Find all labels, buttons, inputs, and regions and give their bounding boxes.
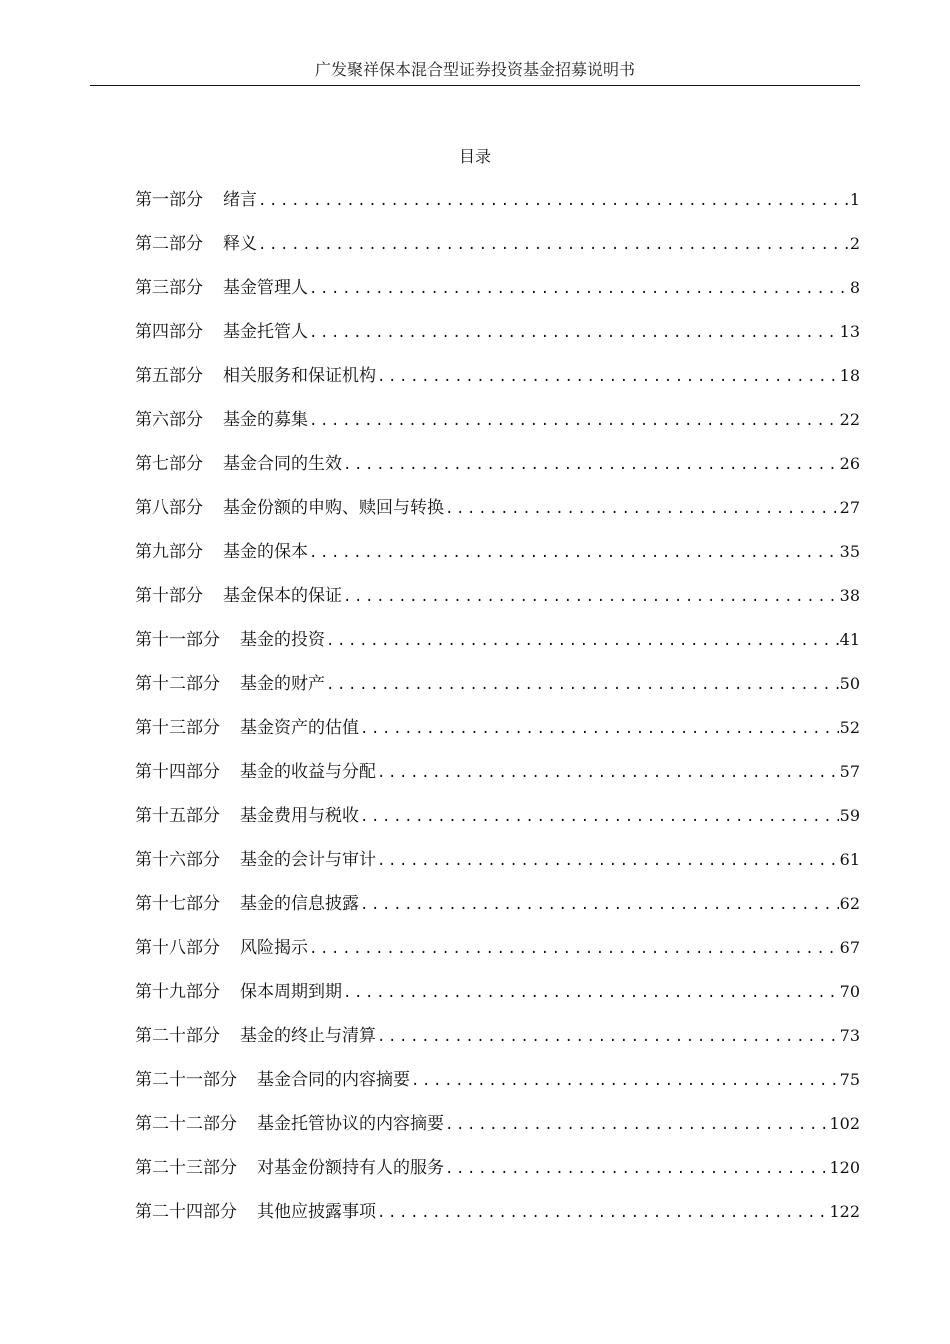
toc-entry[interactable] [135, 188, 860, 232]
toc-entry-name: 对基金份额持有人的服务 [257, 1158, 444, 1178]
toc-entry-page: 50 [839, 674, 860, 693]
toc-entry-part: 第十一部分 [135, 630, 220, 650]
dot-leader [343, 981, 839, 1005]
toc-entry-page: 52 [839, 718, 860, 737]
toc-entry-part: 第十五部分 [135, 806, 220, 826]
dot-leader [411, 1069, 839, 1093]
toc-entry-name: 基金保本的保证 [223, 586, 342, 606]
toc-entry[interactable] [135, 1068, 860, 1112]
toc-entry-page: 27 [839, 498, 860, 517]
toc-entry-part: 第九部分 [135, 542, 203, 562]
dot-leader [309, 277, 849, 301]
toc-entry-part: 第十四部分 [135, 762, 220, 782]
toc-entry-name: 基金的募集 [223, 410, 308, 430]
toc-entry-part: 第四部分 [135, 322, 203, 342]
toc-entry[interactable] [135, 364, 860, 408]
toc-entry-part: 第二十三部分 [135, 1158, 237, 1178]
toc-entry-part: 第二部分 [135, 234, 203, 254]
toc-entry-part: 第七部分 [135, 454, 203, 474]
toc-entry-page: 122 [829, 1202, 860, 1221]
toc-entry-part: 第十六部分 [135, 850, 220, 870]
toc-entry-name: 基金托管人 [223, 322, 308, 342]
toc-entry-page: 1 [849, 190, 860, 209]
toc-entry-name: 基金管理人 [223, 278, 308, 298]
toc-entry-page: 2 [849, 234, 860, 253]
toc-entry-part: 第十八部分 [135, 938, 220, 958]
toc-entry-page: 38 [839, 586, 860, 605]
dot-leader [343, 585, 839, 609]
toc-entry-name: 风险揭示 [240, 938, 308, 958]
dot-leader [445, 497, 839, 521]
toc-entry-name: 基金的收益与分配 [240, 762, 376, 782]
dot-leader [377, 849, 839, 873]
toc-entry-name: 释义 [223, 234, 257, 254]
dot-leader [360, 893, 839, 917]
toc-entry[interactable] [135, 848, 860, 892]
toc-entry-part: 第二十一部分 [135, 1070, 237, 1090]
toc-entry-part: 第十七部分 [135, 894, 220, 914]
toc-entry[interactable] [135, 452, 860, 496]
dot-leader [377, 761, 839, 785]
dot-leader [445, 1157, 828, 1181]
toc-entry[interactable] [135, 672, 860, 716]
toc-entry-page: 75 [839, 1070, 860, 1089]
dot-leader [326, 673, 839, 697]
toc-entry[interactable] [135, 276, 860, 320]
toc-entry-page: 61 [839, 850, 860, 869]
toc-entry[interactable] [135, 320, 860, 364]
toc-entry-name: 基金的财产 [240, 674, 325, 694]
toc-entry-name: 基金的信息披露 [240, 894, 359, 914]
toc-entry[interactable] [135, 760, 860, 804]
dot-leader [377, 1025, 839, 1049]
toc-entry-name: 其他应披露事项 [257, 1202, 376, 1222]
toc-entry[interactable] [135, 408, 860, 452]
toc-entry[interactable] [135, 804, 860, 848]
toc-entry-page: 102 [829, 1114, 860, 1133]
toc-entry-part: 第一部分 [135, 190, 203, 210]
toc-entry-name: 基金的保本 [223, 542, 308, 562]
toc-entry-page: 73 [839, 1026, 860, 1045]
dot-leader [377, 365, 839, 389]
header-divider [90, 85, 860, 86]
toc-title: 目录 [458, 147, 491, 166]
toc-entry-part: 第二十二部分 [135, 1114, 237, 1134]
toc-entry-name: 基金托管协议的内容摘要 [257, 1114, 444, 1134]
dot-leader [309, 937, 839, 961]
toc-entry-page: 41 [839, 630, 860, 649]
toc-entry[interactable] [135, 584, 860, 628]
toc-entry-page: 120 [829, 1158, 860, 1177]
toc-entry-part: 第十三部分 [135, 718, 220, 738]
dot-leader [309, 409, 839, 433]
toc-entry[interactable] [135, 496, 860, 540]
toc-entry[interactable] [135, 1112, 860, 1156]
toc-entry[interactable] [135, 936, 860, 980]
toc-entry-name: 基金合同的生效 [223, 454, 342, 474]
toc-entry[interactable] [135, 1200, 860, 1244]
toc-entry[interactable] [135, 232, 860, 276]
toc-entry-page: 35 [839, 542, 860, 561]
toc-entry-part: 第六部分 [135, 410, 203, 430]
toc-entry[interactable] [135, 540, 860, 584]
dot-leader [258, 189, 849, 213]
toc-entry-page: 26 [839, 454, 860, 473]
toc-entry-page: 62 [839, 894, 860, 913]
dot-leader [258, 233, 849, 257]
dot-leader [360, 717, 839, 741]
toc-entry-name: 基金的会计与审计 [240, 850, 376, 870]
toc-entry-part: 第十二部分 [135, 674, 220, 694]
dot-leader [326, 629, 839, 653]
toc-entry-name: 相关服务和保证机构 [223, 366, 376, 386]
toc-entry-name: 基金的投资 [240, 630, 325, 650]
toc-entry-name: 基金资产的估值 [240, 718, 359, 738]
toc-entry-page: 22 [839, 410, 860, 429]
toc-entry-part: 第五部分 [135, 366, 203, 386]
toc-entry[interactable] [135, 1024, 860, 1068]
toc-entry[interactable] [135, 1156, 860, 1200]
dot-leader [343, 453, 839, 477]
toc-entry-part: 第十九部分 [135, 982, 220, 1002]
toc-entry[interactable] [135, 716, 860, 760]
toc-entry-name: 基金费用与税收 [240, 806, 359, 826]
dot-leader [377, 1201, 828, 1225]
toc-entry-name: 绪言 [223, 190, 257, 210]
dot-leader [360, 805, 839, 829]
toc-entry-page: 59 [839, 806, 860, 825]
toc-entry-part: 第十部分 [135, 586, 203, 606]
toc-entry-name: 基金份额的申购、赎回与转换 [223, 498, 444, 518]
toc-entry-name: 保本周期到期 [240, 982, 342, 1002]
toc-entry-page: 67 [839, 938, 860, 957]
toc-entry-page: 57 [839, 762, 860, 781]
toc-entry-page: 18 [839, 366, 860, 385]
toc-entry-name: 基金合同的内容摘要 [257, 1070, 410, 1090]
toc-entry-page: 13 [839, 322, 860, 341]
toc-entry-page: 70 [839, 982, 860, 1001]
toc-entry[interactable] [135, 980, 860, 1024]
toc-entry[interactable] [135, 892, 860, 936]
table-of-contents [135, 188, 860, 1244]
toc-entry-part: 第二十四部分 [135, 1202, 237, 1222]
document-header: 广发聚祥保本混合型证券投资基金招募说明书 [314, 60, 635, 79]
dot-leader [309, 321, 839, 345]
dot-leader [445, 1113, 828, 1137]
dot-leader [309, 541, 839, 565]
toc-entry-name: 基金的终止与清算 [240, 1026, 376, 1046]
toc-entry-part: 第二十部分 [135, 1026, 220, 1046]
toc-entry-part: 第三部分 [135, 278, 203, 298]
toc-entry-page: 8 [849, 278, 860, 297]
toc-entry-part: 第八部分 [135, 498, 203, 518]
toc-entry[interactable] [135, 628, 860, 672]
